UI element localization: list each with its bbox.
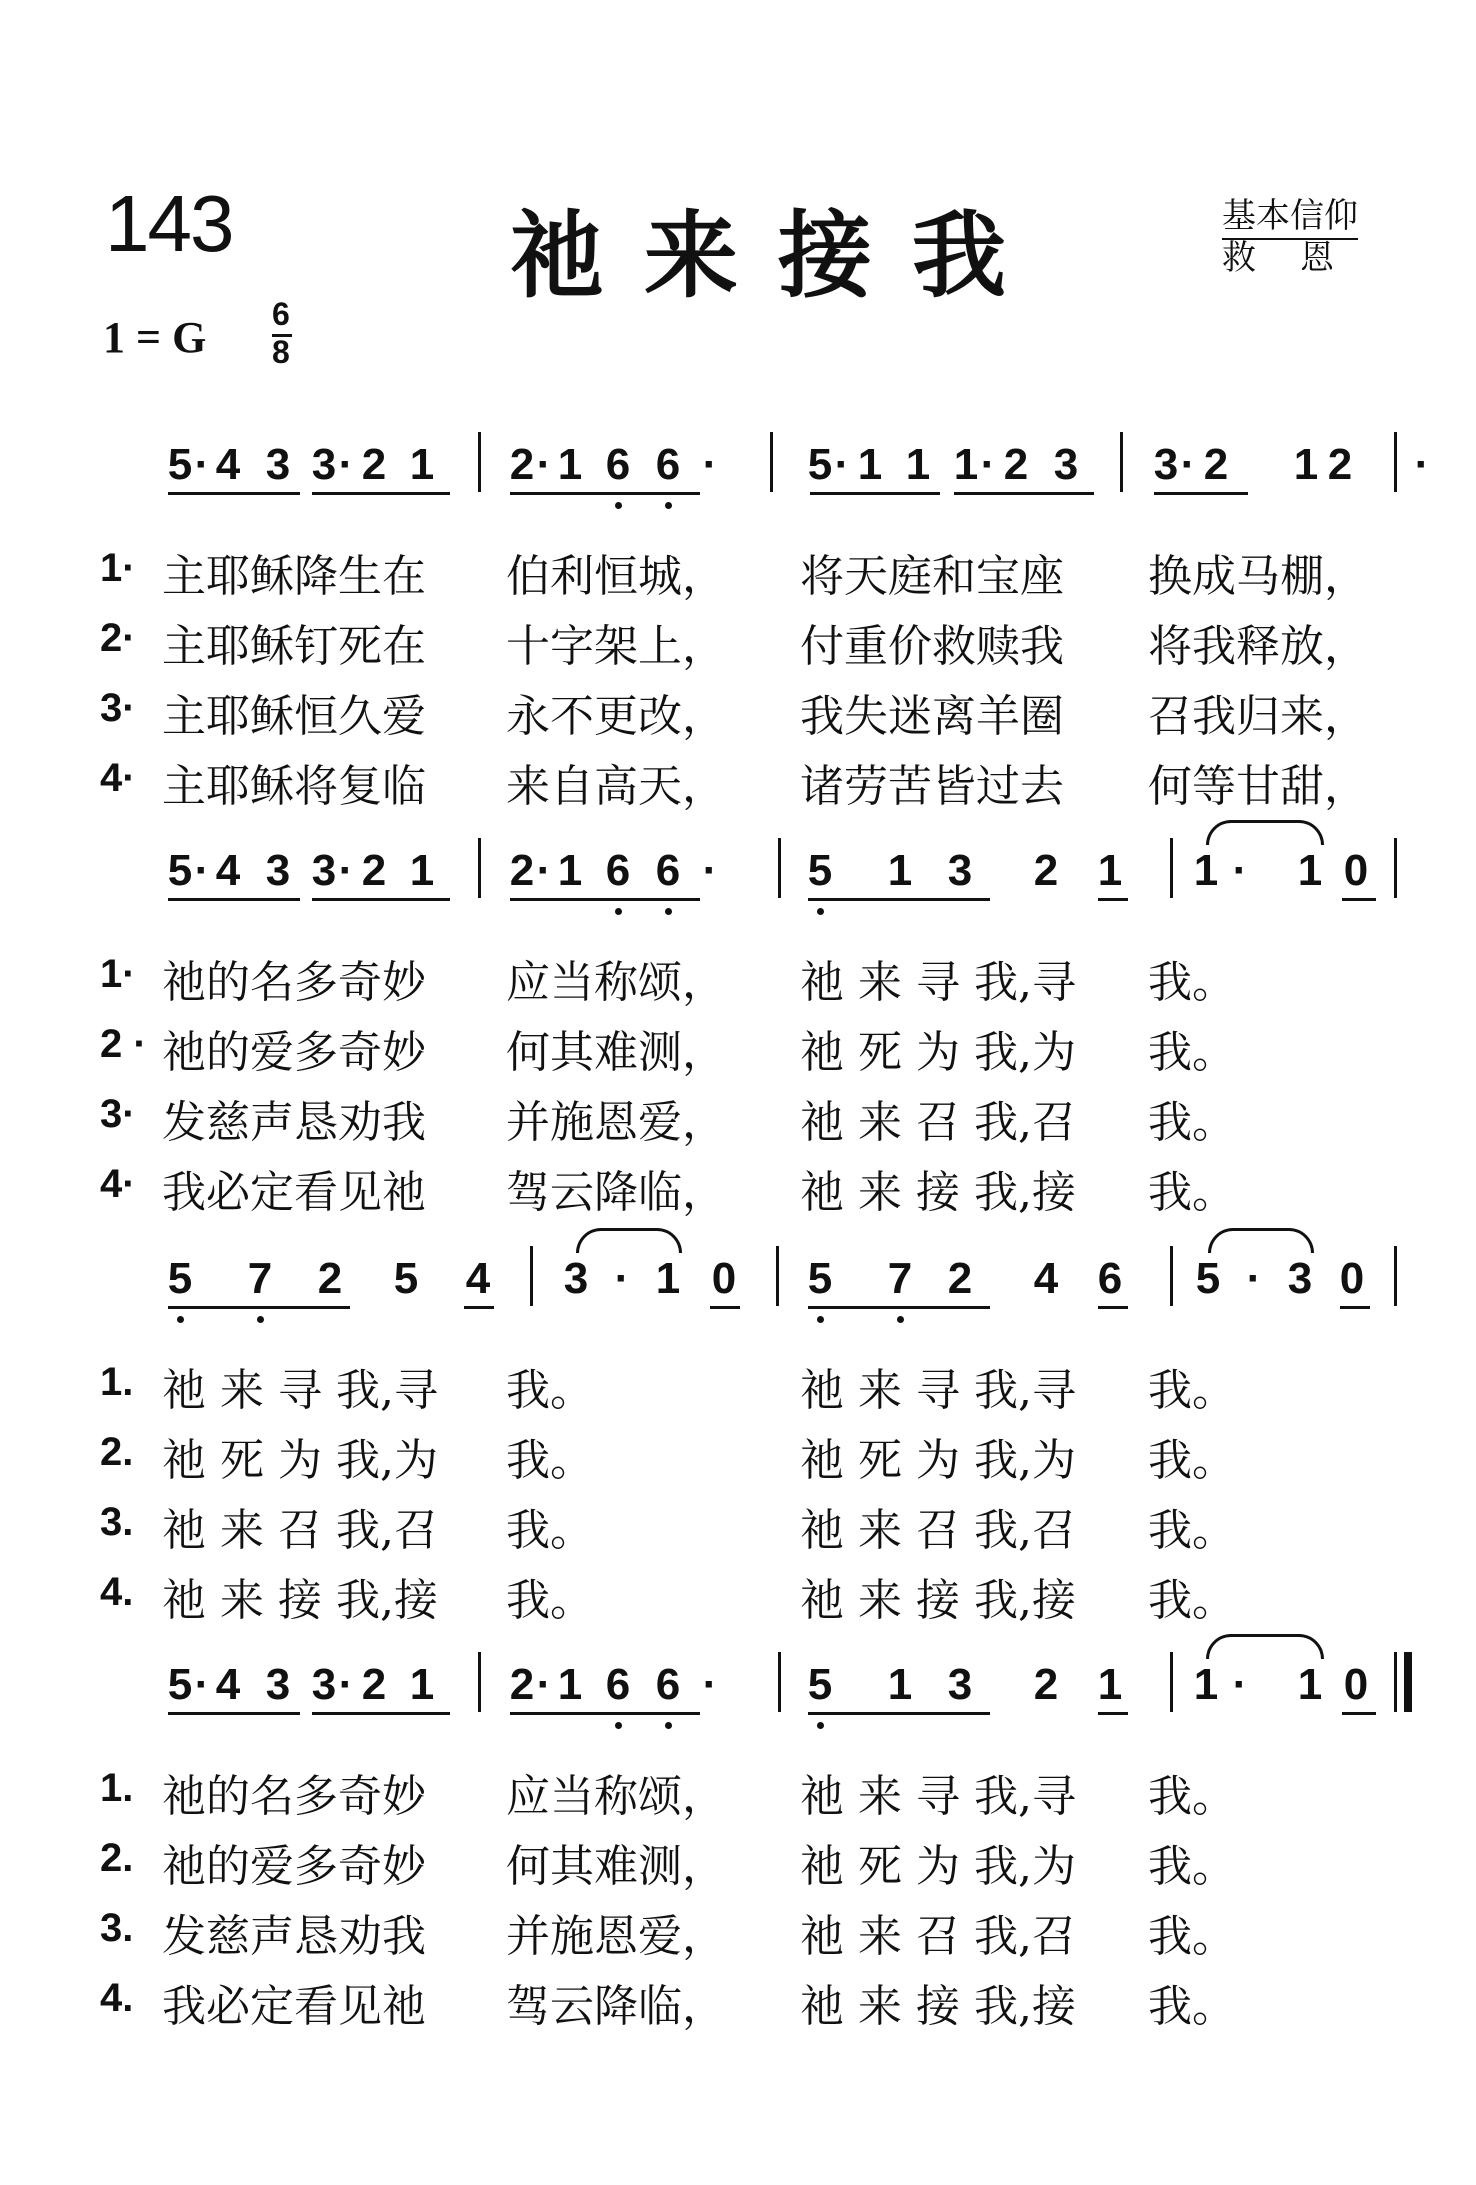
tie-arc <box>1206 1634 1324 1659</box>
lyric-segment: 祂 来 召 我,召 <box>800 1097 1076 1148</box>
note-digit: 2 <box>1033 1660 1059 1709</box>
lyric-segment: 十字架上， <box>506 621 726 672</box>
note-digit: 3 <box>311 846 337 895</box>
note-digit: 7 <box>247 1254 273 1303</box>
bar-line <box>1170 1246 1173 1306</box>
dot-separator: · <box>702 846 718 895</box>
bar-line <box>778 1652 781 1712</box>
dot-separator: · <box>834 440 850 489</box>
tie-arc <box>1206 820 1324 845</box>
verse-number: 3· <box>100 1092 136 1136</box>
bar-line <box>778 838 781 898</box>
lyric-segment: 发慈声恳劝我 <box>162 1097 426 1148</box>
bar-line <box>478 432 481 492</box>
note-digit: 1 <box>905 440 931 489</box>
lyric-segment: 祂 来 接 我,接 <box>800 1575 1076 1626</box>
lyric-segment: 祂 来 接 我,接 <box>800 1167 1076 1218</box>
note-digit: 1 <box>857 440 883 489</box>
lyric-segment: 何其难测， <box>506 1027 726 1078</box>
beam-underline <box>312 492 450 495</box>
note-digit: 7 <box>887 1254 913 1303</box>
verse-number: 1· <box>100 952 136 996</box>
lyric-segment: 我。 <box>506 1575 594 1626</box>
lyric-segment: 我。 <box>506 1505 594 1556</box>
note-digit: 3 <box>265 440 291 489</box>
lyric-segment: 将我释放， <box>1148 621 1368 672</box>
lyric-segment: 我。 <box>1148 957 1236 1008</box>
lyric-segment: 将天庭和宝座 <box>800 551 1064 602</box>
category-sub: 救恩 <box>1222 238 1378 278</box>
note-digit: 4 <box>465 1254 491 1303</box>
beam-underline <box>510 898 700 901</box>
lyric-segment: 祂 死 为 我,为 <box>800 1841 1076 1892</box>
note-digit: 2 <box>1003 440 1029 489</box>
note-digit: 0 <box>1343 846 1369 895</box>
note-digit: 1 <box>557 1660 583 1709</box>
verse-number: 3· <box>100 686 136 730</box>
beam-underline <box>1340 1306 1370 1309</box>
verse-number: 2· <box>100 616 136 660</box>
dot-separator: · <box>1246 1254 1262 1303</box>
lyric-segment: 伯利恒城， <box>506 551 726 602</box>
lyric-segment: 换成马棚， <box>1148 551 1368 602</box>
note-digit: 0 <box>1343 1660 1369 1709</box>
lyric-segment: 祂 来 寻 我,寻 <box>800 1771 1076 1822</box>
beam-underline <box>168 1306 350 1309</box>
lyric-segment: 祂 死 为 我,为 <box>800 1435 1076 1486</box>
low-octave-dot <box>257 1316 264 1323</box>
note-digit: 0 <box>1339 1254 1365 1303</box>
note-digit: 5 <box>167 440 193 489</box>
lyric-segment: 我。 <box>1148 1435 1236 1486</box>
note-digit: 2 <box>509 1660 535 1709</box>
dot-separator: · <box>1232 846 1248 895</box>
tie-arc <box>1208 1228 1314 1253</box>
note-digit: 1 <box>409 1660 435 1709</box>
note-digit: 6 <box>655 1660 681 1709</box>
bar-line <box>478 838 481 898</box>
low-octave-dot <box>615 1722 622 1729</box>
beam-underline <box>312 898 450 901</box>
dot-separator: · <box>536 440 552 489</box>
lyric-segment: 我。 <box>1148 1097 1236 1148</box>
note-digit: 1 <box>953 440 979 489</box>
tie-arc <box>576 1228 682 1253</box>
verse-number: 3. <box>100 1906 134 1950</box>
bar-line <box>776 1246 779 1306</box>
dot-separator: · <box>536 1660 552 1709</box>
note-digit: 2 <box>947 1254 973 1303</box>
verse-number: 1· <box>100 546 136 590</box>
verse-number: 3. <box>100 1500 134 1544</box>
note-digit: 2 <box>509 440 535 489</box>
lyric-segment: 并施恩爱， <box>506 1097 726 1148</box>
lyric-segment: 驾云降临， <box>506 1167 726 1218</box>
note-digit: 4 <box>215 846 241 895</box>
beam-underline <box>710 1306 740 1309</box>
note-digit: 1 <box>655 1254 681 1303</box>
beam-underline <box>312 1712 450 1715</box>
note-digit: 3 <box>563 1254 589 1303</box>
bar-line <box>1394 432 1397 492</box>
low-octave-dot <box>817 1316 824 1323</box>
low-octave-dot <box>615 908 622 915</box>
lyric-segment: 我。 <box>1148 1841 1236 1892</box>
lyric-segment: 我。 <box>506 1365 594 1416</box>
lyric-segment: 我。 <box>1148 1911 1236 1962</box>
lyric-segment: 发慈声恳劝我 <box>162 1911 426 1962</box>
note-digit: 1 <box>887 846 913 895</box>
dot-separator: · <box>1180 440 1196 489</box>
dot-separator: · <box>614 1254 630 1303</box>
lyric-segment: 来自高天， <box>506 761 726 812</box>
note-digit: 5 <box>807 440 833 489</box>
low-octave-dot <box>665 908 672 915</box>
dot-separator: · <box>194 846 210 895</box>
low-octave-dot <box>665 502 672 509</box>
lyric-segment: 诸劳苦皆过去 <box>800 761 1064 812</box>
note-digit: 2 <box>1203 440 1229 489</box>
dot-separator: · <box>1414 440 1430 489</box>
note-digit: 3 <box>311 440 337 489</box>
note-digit: 5 <box>167 846 193 895</box>
beam-underline <box>510 1712 700 1715</box>
key-signature: 1 = G <box>103 313 207 362</box>
beam-underline <box>954 492 1094 495</box>
dot-separator: · <box>194 1660 210 1709</box>
verse-number: 4· <box>100 756 136 800</box>
verse-number: 2 · <box>100 1022 147 1066</box>
verse-number: 1. <box>100 1766 134 1810</box>
dot-separator: · <box>338 440 354 489</box>
lyric-segment: 我。 <box>1148 1167 1236 1218</box>
dot-separator: · <box>338 1660 354 1709</box>
note-digit: 3 <box>311 1660 337 1709</box>
bar-line <box>1170 1652 1173 1712</box>
hymn-number: 143 <box>105 179 233 268</box>
bar-line <box>530 1246 533 1306</box>
low-octave-dot <box>897 1316 904 1323</box>
beam-underline <box>1342 1712 1376 1715</box>
hymn-title: 祂来接我 <box>510 201 1047 311</box>
note-digit: 6 <box>605 846 631 895</box>
dot-separator: · <box>702 1660 718 1709</box>
lyric-segment: 主耶稣将复临 <box>162 761 426 812</box>
lyric-segment: 祂 来 寻 我,寻 <box>162 1365 438 1416</box>
note-digit: 2 <box>317 1254 343 1303</box>
beam-underline <box>1342 898 1376 901</box>
note-digit: 1 <box>557 440 583 489</box>
lyric-segment: 我。 <box>1148 1575 1236 1626</box>
note-digit: 0 <box>711 1254 737 1303</box>
note-digit: 1 <box>1297 846 1323 895</box>
lyric-segment: 永不更改， <box>506 691 726 742</box>
note-digit: 3 <box>947 1660 973 1709</box>
note-digit: 1 <box>557 846 583 895</box>
note-digit: 1 <box>409 440 435 489</box>
lyric-segment: 祂 来 召 我,召 <box>800 1505 1076 1556</box>
lyric-segment: 祂 死 为 我,为 <box>162 1435 438 1486</box>
lyric-segment: 主耶稣钉死在 <box>162 621 426 672</box>
lyric-segment: 我。 <box>1148 1981 1236 2032</box>
lyric-segment: 祂 死 为 我,为 <box>800 1027 1076 1078</box>
beam-underline <box>464 1306 494 1309</box>
beam-underline <box>1098 1306 1128 1309</box>
bar-line <box>1394 1652 1397 1712</box>
beam-underline <box>808 898 990 901</box>
lyric-segment: 我必定看见祂 <box>162 1981 426 2032</box>
note-digit: 6 <box>655 846 681 895</box>
note-digit: 5 <box>393 1254 419 1303</box>
lyric-segment: 祂 来 召 我,召 <box>800 1911 1076 1962</box>
bar-line <box>1170 838 1173 898</box>
lyric-segment: 我。 <box>1148 1771 1236 1822</box>
lyric-segment: 我。 <box>1148 1027 1236 1078</box>
note-digit: 1 <box>1097 846 1123 895</box>
bar-line <box>770 432 773 492</box>
verse-number: 4. <box>100 1570 134 1614</box>
note-digit: 6 <box>1097 1254 1123 1303</box>
dot-separator: · <box>1232 1660 1248 1709</box>
beam-underline <box>168 898 300 901</box>
verse-number: 4· <box>100 1162 136 1206</box>
lyric-segment: 驾云降临， <box>506 1981 726 2032</box>
lyric-segment: 主耶稣降生在 <box>162 551 426 602</box>
lyric-segment: 何等甘甜， <box>1148 761 1368 812</box>
beam-underline <box>1098 898 1128 901</box>
note-digit: 2 <box>1033 846 1059 895</box>
lyric-segment: 祂 来 接 我,接 <box>162 1575 438 1626</box>
low-octave-dot <box>817 1722 824 1729</box>
note-digit: 6 <box>655 440 681 489</box>
note-digit: 1 <box>1193 846 1219 895</box>
note-digit: 3 <box>265 1660 291 1709</box>
lyric-segment: 祂的名多奇妙 <box>162 957 426 1008</box>
category-main: 基本信仰 <box>1222 188 1358 240</box>
low-octave-dot <box>615 502 622 509</box>
note-digit: 5 <box>167 1254 193 1303</box>
dot-separator: · <box>702 440 718 489</box>
verse-number: 4. <box>100 1976 134 2020</box>
lyric-segment: 我失迷离羊圈 <box>800 691 1064 742</box>
lyric-segment: 祂的爱多奇妙 <box>162 1841 426 1892</box>
dot-separator: · <box>338 846 354 895</box>
lyric-segment: 我。 <box>506 1435 594 1486</box>
beam-underline <box>510 492 700 495</box>
note-digit: 1 <box>1293 440 1319 489</box>
bar-line <box>1120 432 1123 492</box>
lyric-segment: 祂 来 接 我,接 <box>800 1981 1076 2032</box>
note-digit: 5 <box>807 1254 833 1303</box>
lyric-segment: 祂 来 寻 我,寻 <box>800 1365 1076 1416</box>
low-octave-dot <box>817 908 824 915</box>
verse-number: 1. <box>100 1360 134 1404</box>
lyric-segment: 召我归来， <box>1148 691 1368 742</box>
beam-underline <box>810 492 940 495</box>
dot-separator: · <box>980 440 996 489</box>
lyric-segment: 祂的爱多奇妙 <box>162 1027 426 1078</box>
lyric-segment: 并施恩爱， <box>506 1911 726 1962</box>
note-digit: 2 <box>1327 440 1353 489</box>
note-digit: 5 <box>167 1660 193 1709</box>
note-digit: 1 <box>1297 1660 1323 1709</box>
note-digit: 3 <box>265 846 291 895</box>
note-digit: 1 <box>409 846 435 895</box>
note-digit: 6 <box>605 440 631 489</box>
time-signature-top: 6 <box>272 296 290 332</box>
time-signature-bottom: 8 <box>272 334 290 370</box>
note-digit: 1 <box>1193 1660 1219 1709</box>
lyric-segment: 付重价救赎我 <box>800 621 1064 672</box>
verse-number: 2. <box>100 1430 134 1474</box>
note-digit: 1 <box>1097 1660 1123 1709</box>
lyric-segment: 我必定看见祂 <box>162 1167 426 1218</box>
verse-number: 2. <box>100 1836 134 1880</box>
note-digit: 3 <box>1153 440 1179 489</box>
note-digit: 4 <box>215 1660 241 1709</box>
note-digit: 4 <box>1033 1254 1059 1303</box>
beam-underline <box>168 492 300 495</box>
beam-underline <box>1098 1712 1128 1715</box>
note-digit: 3 <box>1287 1254 1313 1303</box>
low-octave-dot <box>665 1722 672 1729</box>
note-digit: 2 <box>361 846 387 895</box>
bar-line <box>1394 838 1397 898</box>
beam-underline <box>808 1712 990 1715</box>
dot-separator: · <box>536 846 552 895</box>
lyric-segment: 应当称颂， <box>506 957 726 1008</box>
note-digit: 2 <box>361 440 387 489</box>
lyric-segment: 祂 来 寻 我,寻 <box>800 957 1076 1008</box>
note-digit: 5 <box>1195 1254 1221 1303</box>
bar-line <box>1394 1246 1397 1306</box>
note-digit: 4 <box>215 440 241 489</box>
note-digit: 1 <box>887 1660 913 1709</box>
lyric-segment: 祂 来 召 我,召 <box>162 1505 438 1556</box>
beam-underline <box>168 1712 300 1715</box>
bar-line <box>478 1652 481 1712</box>
note-digit: 2 <box>361 1660 387 1709</box>
beam-underline <box>808 1306 990 1309</box>
lyric-segment: 祂的名多奇妙 <box>162 1771 426 1822</box>
dot-separator: · <box>194 440 210 489</box>
note-digit: 2 <box>509 846 535 895</box>
lyric-segment: 主耶稣恒久爱 <box>162 691 426 742</box>
note-digit: 5 <box>807 1660 833 1709</box>
final-bar-line <box>1404 1652 1412 1712</box>
lyric-segment: 我。 <box>1148 1365 1236 1416</box>
lyric-segment: 应当称颂， <box>506 1771 726 1822</box>
lyric-segment: 何其难测， <box>506 1841 726 1892</box>
low-octave-dot <box>177 1316 184 1323</box>
beam-underline <box>1154 492 1248 495</box>
lyric-segment: 我。 <box>1148 1505 1236 1556</box>
note-digit: 3 <box>947 846 973 895</box>
note-digit: 3 <box>1053 440 1079 489</box>
note-digit: 5 <box>807 846 833 895</box>
note-digit: 6 <box>605 1660 631 1709</box>
